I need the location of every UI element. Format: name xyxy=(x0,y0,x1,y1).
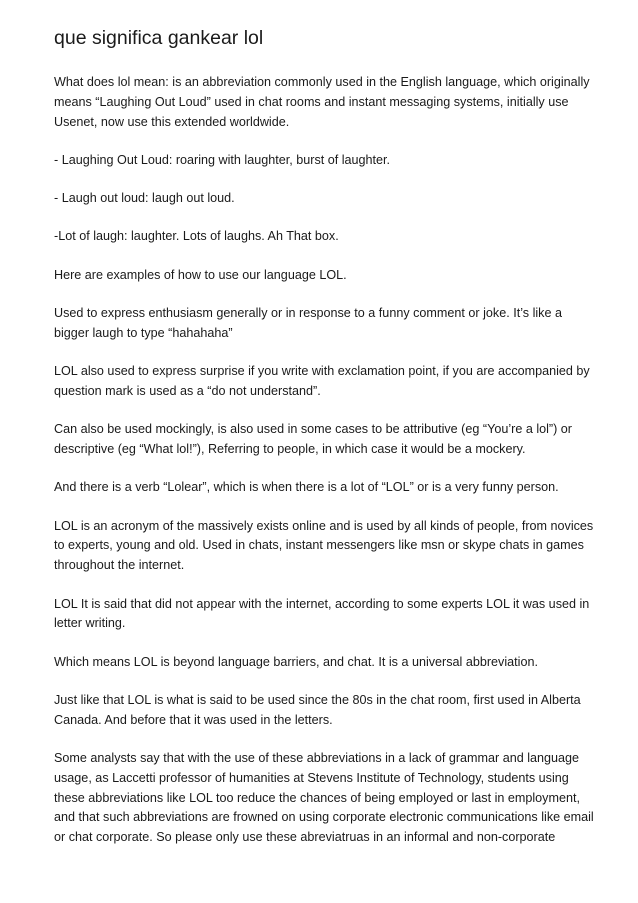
paragraph-analysts: Some analysts say that with the use of these abbreviations in a lack of grammar and language usage, as Laccetti professor of humanities at Stevens Institute of Technology, students using these abbreviations like LOL too reduce the chances of being employed or last in employment, and that such abbreviations are frowned on using corporate electronic communications like email or chat corporate. So please only use these abreviatruas in an informal and non-corporate xyxy=(54,751,594,845)
paragraph-letter-writing: LOL It is said that did not appear with the internet, according to some experts LOL it was used in letter writing. xyxy=(54,596,590,631)
paragraph-universal: Which means LOL is beyond language barriers, and chat. It is a universal abbreviation. xyxy=(54,654,538,669)
paragraph-examples-intro: Here are examples of how to use our language LOL. xyxy=(54,267,347,282)
paragraph-surprise: LOL also used to express surprise if you write with exclamation point, if you are accompanied by question mark is used as a “do not understand”. xyxy=(54,364,590,398)
paragraph-enthusiasm: Used to express enthusiasm generally or in response to a funny comment or joke. It’s like a bigger laugh to type “hahahaha” xyxy=(54,306,562,340)
paragraph-lot-of-laugh: -Lot of laugh: laughter. Lots of laughs. Ah That box. xyxy=(54,229,339,244)
paragraph-laugh-out-loud: - Laugh out loud: laugh out loud. xyxy=(54,191,235,206)
page-title: que significa gankear lol xyxy=(54,27,264,49)
paragraph-80s-chat-room: Just like that LOL is what is said to be used since the 80s in the chat room, first used in Alberta Canada. And before that it was used in the letters. xyxy=(54,692,581,727)
paragraph-acronym-online: LOL is an acronym of the massively exists online and is used by all kinds of people, from novices to experts, young and old. Used in chats, instant messengers like msn or skype chats in games throughout the internet. xyxy=(54,518,594,573)
paragraph-verb-lolear: And there is a verb “Lolear”, which is when there is a lot of “LOL” or is a very funny person. xyxy=(54,480,559,495)
paragraph-mockingly: Can also be used mockingly, is also used in some cases to be attributive (eg “You’re a lol”) or descriptive (eg “What lol!”), Referring to people, in which case it would be a mockery. xyxy=(54,422,573,457)
paragraph-definition: What does lol mean: is an abbreviation commonly used in the English language, which originally means “Laughing Out Loud” used in chat rooms and instant messaging systems, initially use Usenet, now use this extended worldwide. xyxy=(54,75,590,129)
paragraph-laughing-out-loud: - Laughing Out Loud: roaring with laughter, burst of laughter. xyxy=(54,152,391,167)
